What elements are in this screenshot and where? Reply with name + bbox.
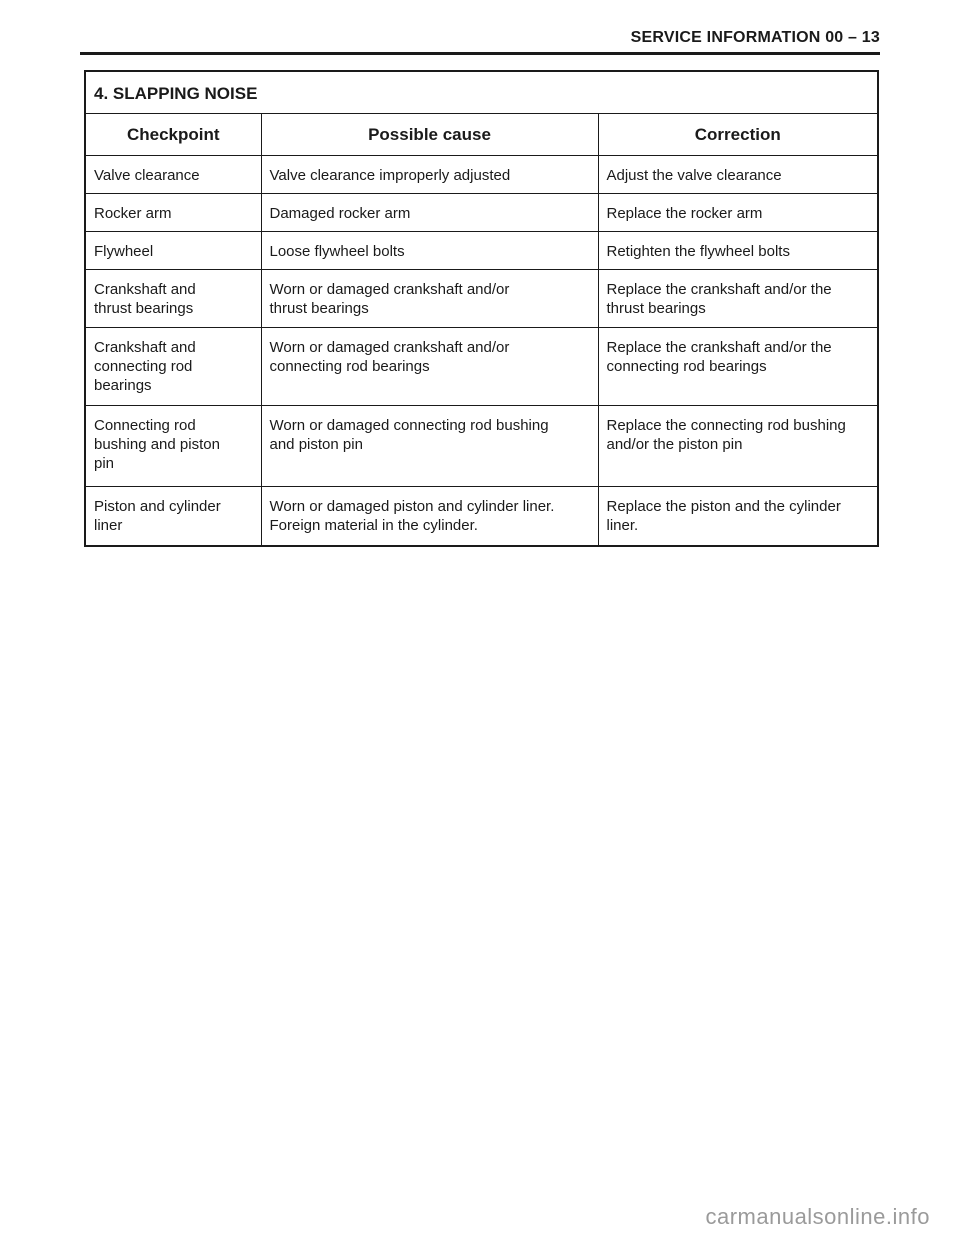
page-header-title: SERVICE INFORMATION 00 – 13 <box>630 29 880 46</box>
cell-correction: Replace the crankshaft and/or the thrust bearings <box>598 270 877 328</box>
column-header-correction: Correction <box>598 114 877 156</box>
table-row <box>86 194 877 232</box>
table-row <box>86 328 877 406</box>
cell-checkpoint: Flywheel <box>86 232 261 270</box>
cell-possible-cause: Worn or damaged crankshaft and/or thrust bearings <box>261 270 598 328</box>
section-title: 4. SLAPPING NOISE <box>86 72 877 114</box>
table-row <box>86 156 877 194</box>
troubleshooting-table <box>86 114 877 545</box>
table-row <box>86 232 877 270</box>
watermark: carmanualsonline.info <box>705 1204 930 1229</box>
cell-checkpoint: Crankshaft and thrust bearings <box>86 270 261 328</box>
cell-possible-cause: Loose flywheel bolts <box>261 232 598 270</box>
page-header <box>80 24 880 55</box>
cell-checkpoint: Crankshaft and connecting rod bearings <box>86 328 261 406</box>
table-row <box>86 270 877 328</box>
table-header-row <box>86 114 877 156</box>
cell-possible-cause: Worn or damaged crankshaft and/or connecting rod bearings <box>261 328 598 406</box>
cell-correction: Replace the connecting rod bushing and/or the piston pin <box>598 406 877 487</box>
cell-possible-cause: Worn or damaged connecting rod bushing and piston pin <box>261 406 598 487</box>
cell-correction: Retighten the flywheel bolts <box>598 232 877 270</box>
cell-checkpoint: Connecting rod bushing and piston pin <box>86 406 261 487</box>
cell-correction: Replace the rocker arm <box>598 194 877 232</box>
column-header-checkpoint: Checkpoint <box>86 114 261 156</box>
troubleshooting-table-container <box>84 70 879 547</box>
cell-checkpoint: Piston and cylinder liner <box>86 487 261 545</box>
cell-correction: Replace the piston and the cylinder liner. <box>598 487 877 545</box>
cell-correction: Adjust the valve clearance <box>598 156 877 194</box>
table-row <box>86 406 877 487</box>
cell-correction: Replace the crankshaft and/or the connecting rod bearings <box>598 328 877 406</box>
cell-checkpoint: Rocker arm <box>86 194 261 232</box>
table-row <box>86 487 877 545</box>
cell-possible-cause: Worn or damaged piston and cylinder liner. Foreign material in the cylinder. <box>261 487 598 545</box>
cell-checkpoint: Valve clearance <box>94 167 200 184</box>
cell-possible-cause: Valve clearance improperly adjusted <box>261 156 598 194</box>
column-header-possible-cause: Possible cause <box>261 114 598 156</box>
cell-possible-cause: Damaged rocker arm <box>261 194 598 232</box>
